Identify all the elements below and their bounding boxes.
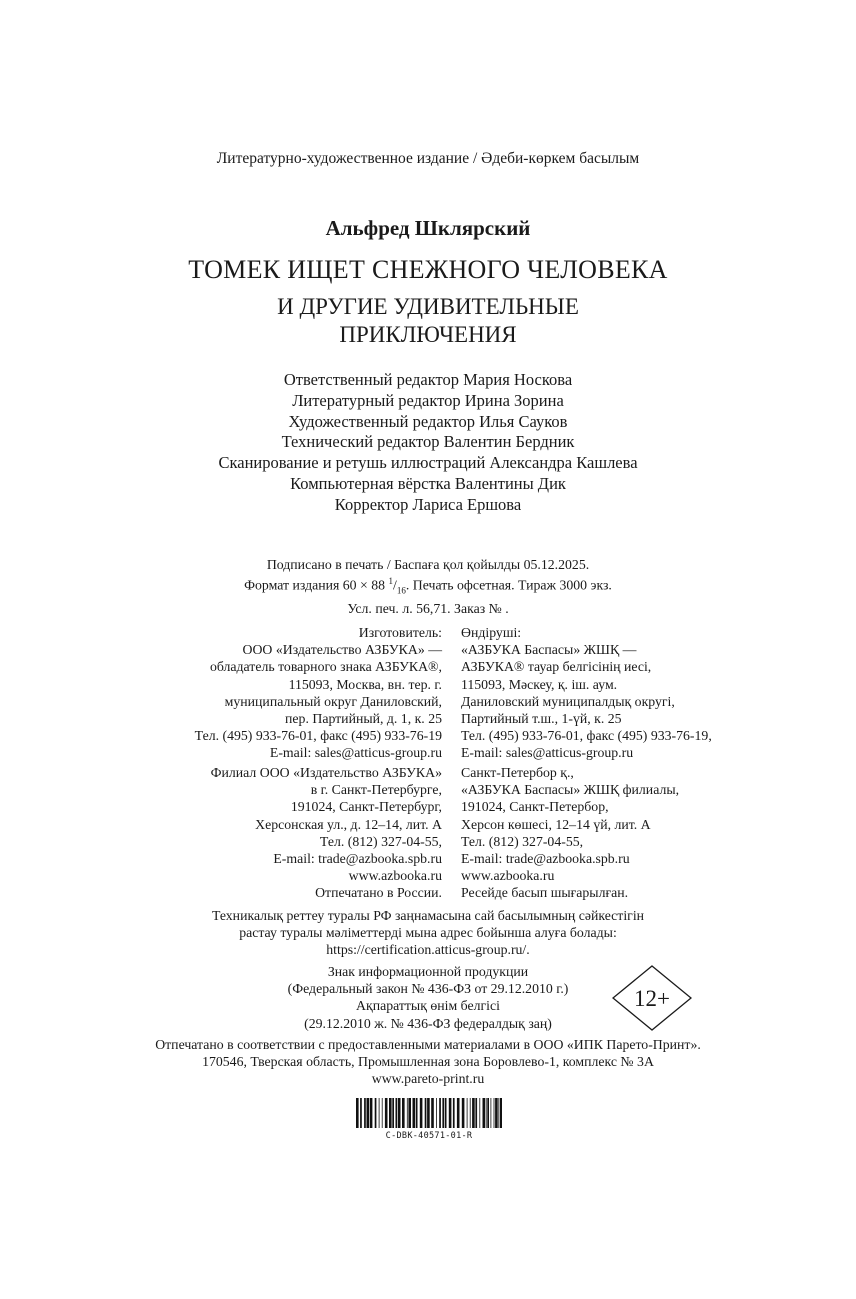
barcode-bar (413, 1098, 416, 1128)
manufacturer-kz-line: E-mail: sales@atticus-group.ru (461, 745, 634, 761)
credit-line: Сканирование и ретушь иллюстраций Александра Кашлева (218, 453, 638, 473)
branch-ru-line: Тел. (812) 327-04-55, (319, 833, 442, 849)
barcode-bar (416, 1098, 418, 1128)
printer-info (0, 1036, 856, 1088)
barcode-bar (439, 1098, 441, 1128)
manufacturer-kz-line: Өндіруші: (461, 625, 522, 640)
age-rating-label: 12+ (634, 986, 670, 1011)
barcode-bar (396, 1098, 398, 1128)
barcode-bar (462, 1098, 465, 1128)
manufacturer-kz-line: Партийный т.ш., 1-үй, к. 25 (461, 711, 622, 727)
credit-line: Технический редактор Валентин Бердник (281, 432, 575, 452)
manufacturer-ru-line: Тел. (495) 933-76-01, факс (495) 933-76-19 (194, 728, 442, 744)
barcode-bar (398, 1098, 401, 1128)
branch-ru-line: E-mail: trade@azbooka.spb.ru (273, 851, 442, 867)
printed-in-kz: Ресейде басып шығарылған. (461, 885, 629, 901)
branch-kz-line: Херсон көшесі, 12–14 үй, лит. А (461, 816, 651, 832)
barcode-bar (382, 1098, 383, 1128)
barcode-bar (467, 1098, 468, 1128)
info-sign-text (250, 963, 606, 1032)
manufacturer-kz-line: Даниловский муниципалдық округі, (461, 693, 675, 709)
barcode-bar (379, 1098, 380, 1128)
sheets-order: Усл. печ. л. 56,71. Заказ № . (347, 600, 509, 616)
tech-regulation-line: Техникалық реттеу туралы РФ заңнамасына сай басылымның сәйкестігін (211, 908, 645, 923)
barcode-bar (475, 1098, 477, 1128)
format-suffix: . Печать офсетная. Тираж 3000 экз. (405, 577, 612, 593)
barcode-bar (360, 1098, 362, 1128)
barcode-bar (491, 1098, 492, 1128)
manufacturer-ru-line: муниципальный округ Даниловский, (224, 693, 442, 709)
barcode-bar (472, 1098, 475, 1128)
barcode-bar (420, 1098, 423, 1128)
barcode-bar (389, 1098, 392, 1128)
manufacturer-ru-line: 115093, Москва, вн. тер. г. (288, 676, 442, 692)
barcode-code: C-DBK-40571-01-R (385, 1131, 473, 1141)
manufacturer-kz-line: 115093, Мәскеу, қ. іш. аум. (461, 676, 618, 692)
site-ru (0, 867, 442, 901)
branch-ru-line: Филиал ООО «Издательство АЗБУКА» (210, 765, 442, 780)
manufacturer-ru (0, 624, 442, 762)
manufacturer-ru-line: ООО «Издательство АЗБУКА» — (242, 642, 442, 658)
barcode-bar (494, 1098, 495, 1128)
book-title-line2: И ДРУГИЕ УДИВИТЕЛЬНЫЕ (277, 294, 579, 319)
manufacturer-ru-line: пер. Партийный, д. 1, к. 25 (285, 711, 442, 727)
branch-ru (0, 764, 442, 867)
barcode-bar (470, 1098, 471, 1128)
credit-line: Ответственный редактор Мария Носкова (283, 370, 573, 389)
info-sign-line: Ақпараттық өнім белгісі (356, 998, 500, 1014)
credit-line: Компьютерная вёрстка Валентины Дик (290, 473, 566, 493)
barcode-bar (445, 1098, 447, 1128)
branch-kz-line: Тел. (812) 327-04-55, (461, 833, 584, 849)
tech-regulation-line: растау туралы мәліметтерді мына адрес бойынша алуға болады: (239, 925, 617, 941)
manufacturer-ru-line: обладатель товарного знака АЗБУКА®, (209, 659, 442, 675)
barcode-bar (486, 1098, 487, 1128)
format-numerator: 1 (388, 576, 394, 587)
barcode-bar (370, 1098, 373, 1128)
manufacturer-kz-line: Тел. (495) 933-76-01, факс (495) 933-76-19, (461, 728, 712, 744)
barcode-bar (356, 1098, 359, 1128)
barcode-bar (500, 1098, 502, 1128)
signed-date: Подписано в печать / Баспаға қол қойылды 05.12.2025. (266, 557, 590, 572)
barcode-bar (367, 1098, 370, 1128)
format-prefix: Формат издания 60 × 88 (244, 577, 389, 593)
manufacturer-ru-line: E-mail: sales@atticus-group.ru (269, 745, 442, 761)
site-link-kz: www.azbooka.ru (461, 868, 555, 883)
manufacturer-kz-line: АЗБУКА® тауар белгісінің иесі, (461, 659, 652, 675)
branch-kz (461, 764, 841, 867)
barcode-bar (442, 1098, 444, 1128)
barcode-bar (479, 1098, 480, 1128)
branch-ru-line: 191024, Санкт-Петербург, (290, 799, 442, 815)
age-rating-badge (612, 965, 692, 1031)
barcode-bar (392, 1098, 394, 1128)
barcode-bar (402, 1098, 405, 1128)
book-subtitle (0, 293, 856, 349)
barcode-bar (408, 1098, 411, 1128)
printer-address: 170546, Тверская область, Промышленная зона Боровлево-1, комплекс № 3А (202, 1054, 654, 1070)
book-title-line1: ТОМЕК ИЩЕТ СНЕЖНОГО ЧЕЛОВЕКА (188, 255, 668, 284)
branch-kz-line: «АЗБУКА Баспасы» ЖШҚ филиалы, (461, 782, 680, 798)
barcode (356, 1098, 502, 1128)
manufacturer-kz-line: «АЗБУКА Баспасы» ЖШҚ — (461, 642, 637, 658)
info-sign-line: Знак информационной продукции (327, 964, 529, 979)
format-line: Формат издания 60 × 88 $^1/_{16}$. Печать офсетная. Тираж 3000 экз. (244, 576, 612, 596)
site-link-ru: www.azbooka.ru (348, 868, 442, 883)
author-name: Альфред Шклярский (325, 216, 531, 240)
barcode-bar (453, 1098, 455, 1128)
barcode-bar (364, 1098, 366, 1128)
branch-kz-line: 191024, Санкт-Петербор, (461, 799, 609, 815)
tech-regulation-url: https://certification.atticus-group.ru/. (326, 942, 530, 958)
barcode-bar (427, 1098, 430, 1128)
site-kz (461, 867, 841, 901)
print-info (0, 556, 856, 617)
printer-site: www.pareto-print.ru (371, 1071, 485, 1087)
credit-line: Корректор Лариса Ершова (334, 494, 522, 514)
barcode-bar (375, 1098, 377, 1128)
credits-list (0, 370, 856, 516)
barcode-bar (498, 1098, 499, 1128)
printer-line: Отпечатано в соответствии с предоставленными материалами в ООО «ИПК Парето-Принт». (155, 1037, 701, 1052)
credit-line: Литературный редактор Ирина Зорина (292, 390, 564, 410)
barcode-bar (495, 1098, 498, 1128)
branch-ru-line: в г. Санкт-Петербурге, (310, 782, 442, 798)
branch-ru-line: Херсонская ул., д. 12–14, лит. А (255, 816, 442, 832)
info-sign-line: (29.12.2010 ж. № 436-ФЗ федералдық заң) (304, 1015, 552, 1031)
edition-type: Литературно-художественное издание / Әдеби-көркем басылым (216, 150, 640, 167)
printed-in-ru: Отпечатано в России. (315, 885, 442, 901)
barcode-bar (431, 1098, 434, 1128)
barcode-bar (487, 1098, 489, 1128)
barcode-bar (385, 1098, 388, 1128)
barcode-bar (449, 1098, 452, 1128)
barcode-bar (425, 1098, 427, 1128)
manufacturer-kz (461, 624, 841, 762)
credit-line: Художественный редактор Илья Сауков (288, 411, 568, 431)
barcode-bar (483, 1098, 486, 1128)
info-sign-line: (Федеральный закон № 436-ФЗ от 29.12.2010 г.) (287, 981, 569, 997)
tech-regulation (0, 907, 856, 959)
barcode-bar (457, 1098, 460, 1128)
barcode-bar (407, 1098, 408, 1128)
format-denominator: 16 (396, 585, 406, 596)
barcode-bar (436, 1098, 437, 1128)
book-title-line3: ПРИКЛЮЧЕНИЯ (339, 322, 517, 347)
branch-kz-line: E-mail: trade@azbooka.spb.ru (461, 851, 630, 867)
branch-kz-line: Санкт-Петербор қ., (461, 765, 574, 780)
manufacturer-ru-line: Изготовитель: (358, 625, 442, 640)
